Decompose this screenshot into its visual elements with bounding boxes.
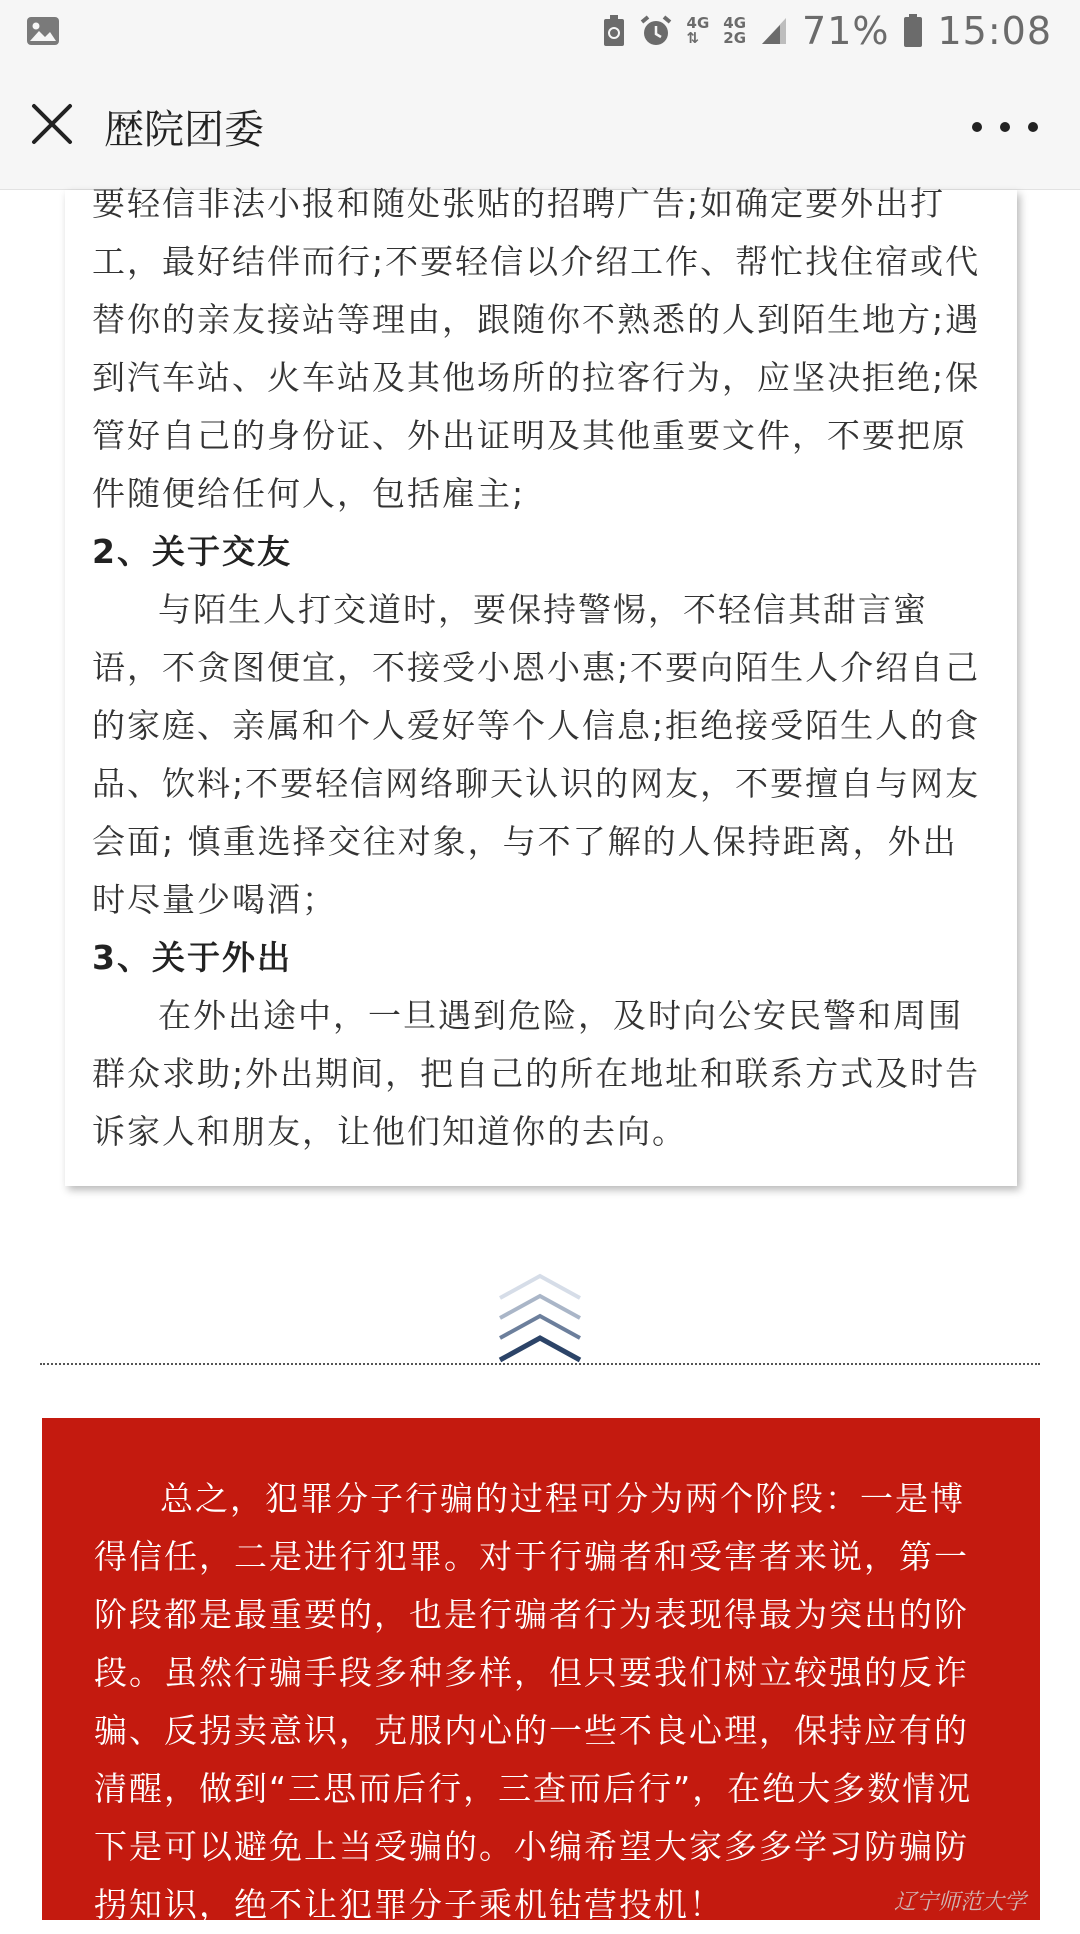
clock: 15:08 — [937, 9, 1052, 53]
paragraph-continued: 要轻信非法小报和随处张贴的招聘广告;如确定要外出打工，最好结伴而行;不要轻信以介绍工作、帮忙找住宿或代替你的亲友接站等理由，跟随你不熟悉的人到陌生地方;遇到汽车站、火车站及其他场所的拉客行为，应坚决拒绝;保管好自己的身份证、外出证明及其他重要文件，不要把原件随便给任何人，包括雇主; — [92, 184, 981, 513]
more-options-icon[interactable] — [970, 120, 1040, 134]
summary-box — [42, 1418, 1040, 1924]
app-header — [0, 62, 1080, 190]
paragraph-friends: 与陌生人打交道时，要保持警惕，不轻信其甜言蜜语，不贪图便宜，不接受小恩小惠;不要向陌生人介绍自己的家庭、亲属和个人爱好等个人信息;拒绝接受陌生人的食品、饮料;不要轻信网络聊天认识的网友，不要擅自与网友会面; 慎重选择交往对象，与不了解的人保持距离，外出时尽量少喝酒； — [92, 590, 981, 919]
close-icon[interactable] — [30, 102, 74, 146]
dotted-divider — [40, 1363, 1040, 1365]
section-heading-friends: 2、关于交友 — [92, 532, 292, 571]
watermark: 辽宁师范大学 — [893, 1890, 1026, 1915]
recycle-icon — [603, 15, 625, 47]
summary-text: 总之，犯罪分子行骗的过程可分为两个阶段：一是博得信任，二是进行犯罪。对于行骗者和受害者来说，第一阶段都是最重要的，也是行骗者行为表现得最为突出的阶段。虽然行骗手段多种多样，但只要我们树立较强的反诈骗、反拐卖意识，克服内心的一些不良心理，保持应有的清醒，做到“三思而后行，三查而后行”，在绝大多数情况下是可以避免上当受骗的。小编希望大家多多学习防骗防拐知识，绝不让犯罪分子乘机钻营投机！ — [94, 1479, 973, 1924]
signal-icon — [760, 16, 788, 46]
data-arrows-icon: ⇅ — [686, 29, 700, 47]
network-4g-label-2: 4G — [723, 14, 747, 32]
article-body — [92, 175, 992, 1161]
alarm-icon — [639, 14, 673, 48]
network-indicator-2 — [723, 16, 746, 46]
network-2g-label: 2G — [723, 29, 747, 47]
paragraph-going-out: 在外出途中，一旦遇到危险，及时向公安民警和周围群众求助;外出期间，把自己的所在地址和联系方式及时告诉家人和朋友，让他们知道你的去向。 — [92, 996, 981, 1151]
chevron-up-stack-icon — [494, 1272, 586, 1368]
section-heading-going-out: 3、关于外出 — [92, 938, 292, 977]
battery-icon — [903, 14, 923, 48]
page-title: 歴院团委 — [104, 107, 264, 153]
gallery-icon — [26, 16, 60, 46]
battery-percent: 71% — [802, 9, 890, 53]
network-4g-label: 4G — [686, 14, 710, 32]
status-bar — [0, 0, 1080, 62]
network-indicator-1 — [687, 16, 710, 46]
